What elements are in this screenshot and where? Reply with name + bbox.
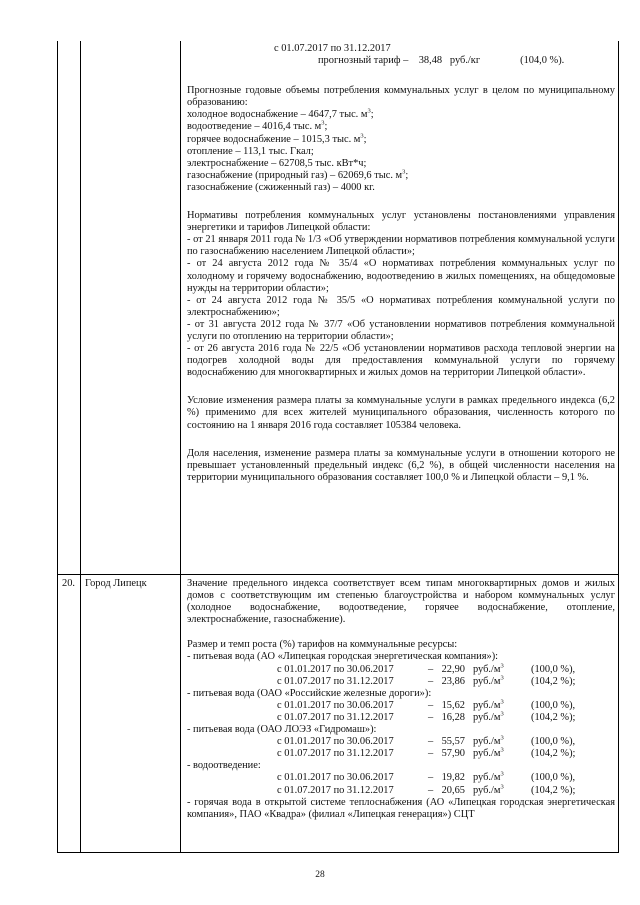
tariff-unit-exponent: 3: [500, 698, 504, 706]
tariff-percent: (100,0 %),: [531, 663, 576, 675]
tariff-percent: (104,2 %);: [531, 784, 576, 796]
volume-item: [187, 146, 615, 158]
volume-text: горячее водоснабжение – 1015,3 тыс. м: [187, 133, 361, 145]
tariff-period: с 01.07.2017 по 31.12.2017: [277, 675, 394, 687]
population-share-paragraph: Доля населения, изменение размера платы за коммунальные услуги в отношении которого не превышает установленный предельный индекс (6,2 %), в общей численности населения на территории муниципального образования составляет 100,0 % и Липецкой области – 9,1 %.: [187, 447, 615, 483]
tariff-unit: [465, 736, 531, 748]
tariff-period: с 01.01.2017 по 30.06.2017: [277, 699, 394, 711]
tariff-percent: (104,2 %);: [531, 711, 576, 723]
tariff-row: [187, 664, 615, 676]
volume-item: [187, 134, 615, 146]
volume-text: газоснабжение (сжиженный газ) – 4000 кг.: [187, 181, 375, 193]
tariff-row: [187, 712, 615, 724]
volume-item: [187, 170, 615, 182]
tariff-price: 20,65: [441, 784, 465, 796]
tariff-percent: (100,0 %),: [531, 736, 576, 748]
tariff-period: с 01.01.2017 по 30.06.2017: [277, 736, 394, 748]
norms-intro: Нормативы потребления коммунальных услуг установлены постановлениями управления энергетики и тарифов Липецкой области:: [187, 210, 615, 234]
tariff-price: 19,82: [441, 772, 465, 784]
tariff-unit: [465, 712, 531, 724]
municipality-name: Город Липецк: [85, 578, 147, 589]
tariff-period: с 01.07.2017 по 31.12.2017: [277, 784, 394, 796]
tariff-unit-exponent: 3: [500, 746, 504, 754]
tariff-dash: –: [428, 675, 434, 687]
tariff-unit-text: руб./м: [473, 699, 501, 711]
tariff-percent: (104,2 %);: [531, 748, 576, 760]
index-applicability-paragraph: Значение предельного индекса соответствует всем типам многоквартирных домов и жилых домов с соответствующим им степенью благоустройства и набором коммунальных услуг (холодное водоснабжение, водоотведение, горячее водоснабжение, отопление, электроснабжение, газоснабжение).: [187, 578, 615, 626]
hot-water-line: - горячая вода в открытой системе теплоснабжения (АО «Липецкая городская энергетическая компания», ПАО «Квадра» (филиал «Липецкая генерация») СЦТ: [187, 796, 615, 820]
tariff-group-title: - питьевая вода (ОАО «Российские железные дороги»):: [187, 687, 432, 699]
forecast-unit: руб./кг: [449, 55, 481, 67]
tariff-groups: [187, 651, 615, 796]
tariff-price: 22,90: [441, 663, 465, 675]
tariff-percent: (100,0 %),: [531, 772, 576, 784]
tariff-row: [187, 748, 615, 760]
table-border-right: [618, 41, 619, 853]
norm-item: - от 24 августа 2012 года № 35/5 «О нормативах потребления коммунальной услуги по электроснабжению»;: [187, 294, 615, 318]
volume-item: [187, 158, 615, 170]
forecast-label: прогнозный тариф –: [318, 55, 409, 67]
tariff-group-title: - водоотведение:: [187, 760, 261, 772]
tariff-dash: –: [428, 784, 434, 796]
tariff-price: 57,90: [441, 748, 465, 760]
tariff-row: [187, 700, 615, 712]
tariff-unit-text: руб./м: [473, 772, 501, 784]
tariff-row: [187, 676, 615, 688]
volume-unit-exponent: 3: [367, 107, 371, 115]
tariff-row: [187, 772, 615, 784]
volume-text: отопление – 113,1 тыс. Гкал;: [187, 145, 314, 157]
document-table: [57, 41, 619, 853]
table-border-left: [57, 41, 58, 853]
norm-item: - от 24 августа 2012 года № 35/4 «О нормативах потребления коммунальных услуг по холодному и горячему водоснабжению, водоотведению в жилых помещениях, на общедомовые нужды на территории области»;: [187, 258, 615, 294]
table-border-bottom: [57, 852, 619, 853]
tariff-unit-text: руб./м: [473, 663, 501, 675]
norms-list: [187, 234, 615, 379]
volume-item: [187, 109, 615, 121]
page-number: 28: [315, 870, 325, 880]
tariff-period: с 01.01.2017 по 30.06.2017: [277, 772, 394, 784]
forecast-percent: (104,0 %).: [520, 55, 565, 67]
tariff-unit-text: руб./м: [473, 675, 501, 687]
tariff-unit-exponent: 3: [500, 710, 504, 718]
tariff-unit-exponent: 3: [500, 770, 504, 778]
tariff-unit: [465, 664, 531, 676]
row-divider: [57, 574, 619, 575]
tariff-unit: [465, 700, 531, 712]
forecast-tariff-line: [187, 55, 615, 67]
condition-paragraph: Условие изменения размера платы за коммунальные услуги в рамках предельного индекса (6,2 %) применимо для всех жителей муниципального образования, численность которого по состоянию на 1 января 2016 года составляет 105384 человека.: [187, 395, 615, 431]
tariff-unit: [465, 772, 531, 784]
tariff-price: 23,86: [441, 675, 465, 687]
volume-item: [187, 182, 615, 194]
tariff-price: 16,28: [441, 711, 465, 723]
tariff-unit: [465, 748, 531, 760]
tariff-unit-exponent: 3: [500, 674, 504, 682]
period-line: с 01.07.2017 по 31.12.2017: [274, 43, 391, 54]
norm-item: - от 31 августа 2012 года № 37/7 «Об установлении нормативов потребления коммунальной услуги по отоплению на территории области»;: [187, 318, 615, 342]
tariff-dash: –: [428, 711, 434, 723]
tariff-unit-text: руб./м: [473, 784, 501, 796]
tariff-unit: [465, 785, 531, 797]
tariff-unit-text: руб./м: [473, 748, 501, 760]
tariff-unit-text: руб./м: [473, 736, 501, 748]
forecast-value: 38,48: [418, 55, 443, 67]
row-number: 20.: [62, 578, 75, 589]
tariff-unit-text: руб./м: [473, 711, 501, 723]
volume-text: электроснабжение – 62708,5 тыс. кВт*ч;: [187, 157, 367, 169]
tariff-price: 15,62: [441, 699, 465, 711]
volumes-list: [187, 109, 615, 194]
tariffs-heading: Размер и темп роста (%) тарифов на коммунальные ресурсы:: [187, 639, 458, 651]
tariff-unit-exponent: 3: [500, 783, 504, 791]
tariff-dash: –: [428, 663, 434, 675]
tariff-period: с 01.07.2017 по 31.12.2017: [277, 748, 394, 760]
tariff-dash: –: [428, 736, 434, 748]
norm-item: - от 26 августа 2016 года № 22/5 «Об установлении нормативов расхода тепловой энергии на подогрев холодной воды для предоставления коммунальной услуги по горячему водоснабжению для многоквартирных и жилых домов на территории Липецкой области».: [187, 343, 615, 379]
volume-unit-exponent: 3: [360, 132, 364, 140]
tariff-dash: –: [428, 699, 434, 711]
tariff-unit: [465, 676, 531, 688]
volumes-intro: Прогнозные годовые объемы потребления коммунальных услуг в целом по муниципальному образованию:: [187, 85, 615, 109]
volume-unit-exponent: 3: [321, 120, 325, 127]
volume-text: водоотведение – 4016,4 тыс. м: [187, 121, 322, 133]
volume-text: газоснабжение (природный газ) – 62069,6 тыс. м: [187, 169, 403, 181]
volume-tail: ;: [370, 109, 374, 121]
tariff-period: с 01.07.2017 по 31.12.2017: [277, 711, 394, 723]
tariff-unit-exponent: 3: [500, 734, 504, 742]
tariff-dash: –: [428, 772, 434, 784]
volume-unit-exponent: 3: [402, 168, 406, 176]
column-divider-1: [80, 41, 81, 853]
column-divider-2: [180, 41, 181, 853]
tariff-row: [187, 736, 615, 748]
tariff-group-title: - питьевая вода (АО «Липецкая городская энергетическая компания»):: [187, 651, 499, 663]
norm-item: - от 21 января 2011 года № 1/3 «Об утверждении нормативов потребления коммунальной услуги по газоснабжению населением Липецкой области»;: [187, 234, 615, 258]
volume-text: холодное водоснабжение – 4647,7 тыс. м: [187, 109, 368, 121]
tariff-dash: –: [428, 748, 434, 760]
tariff-percent: (104,2 %);: [531, 675, 576, 687]
tariff-percent: (100,0 %),: [531, 699, 576, 711]
volume-tail: ;: [363, 133, 367, 145]
volume-tail: ;: [405, 169, 409, 181]
tariff-group-title: - питьевая вода (ОАО ЛОЭЗ «Гидромаш»):: [187, 724, 377, 736]
row-19-content: [187, 43, 615, 484]
volume-item: [187, 121, 615, 133]
tariff-price: 55,57: [441, 736, 465, 748]
row-20-content: [187, 578, 615, 821]
tariff-row: [187, 785, 615, 797]
tariff-unit-exponent: 3: [500, 662, 504, 670]
tariff-period: с 01.01.2017 по 30.06.2017: [277, 663, 394, 675]
volume-tail: ;: [324, 121, 328, 133]
